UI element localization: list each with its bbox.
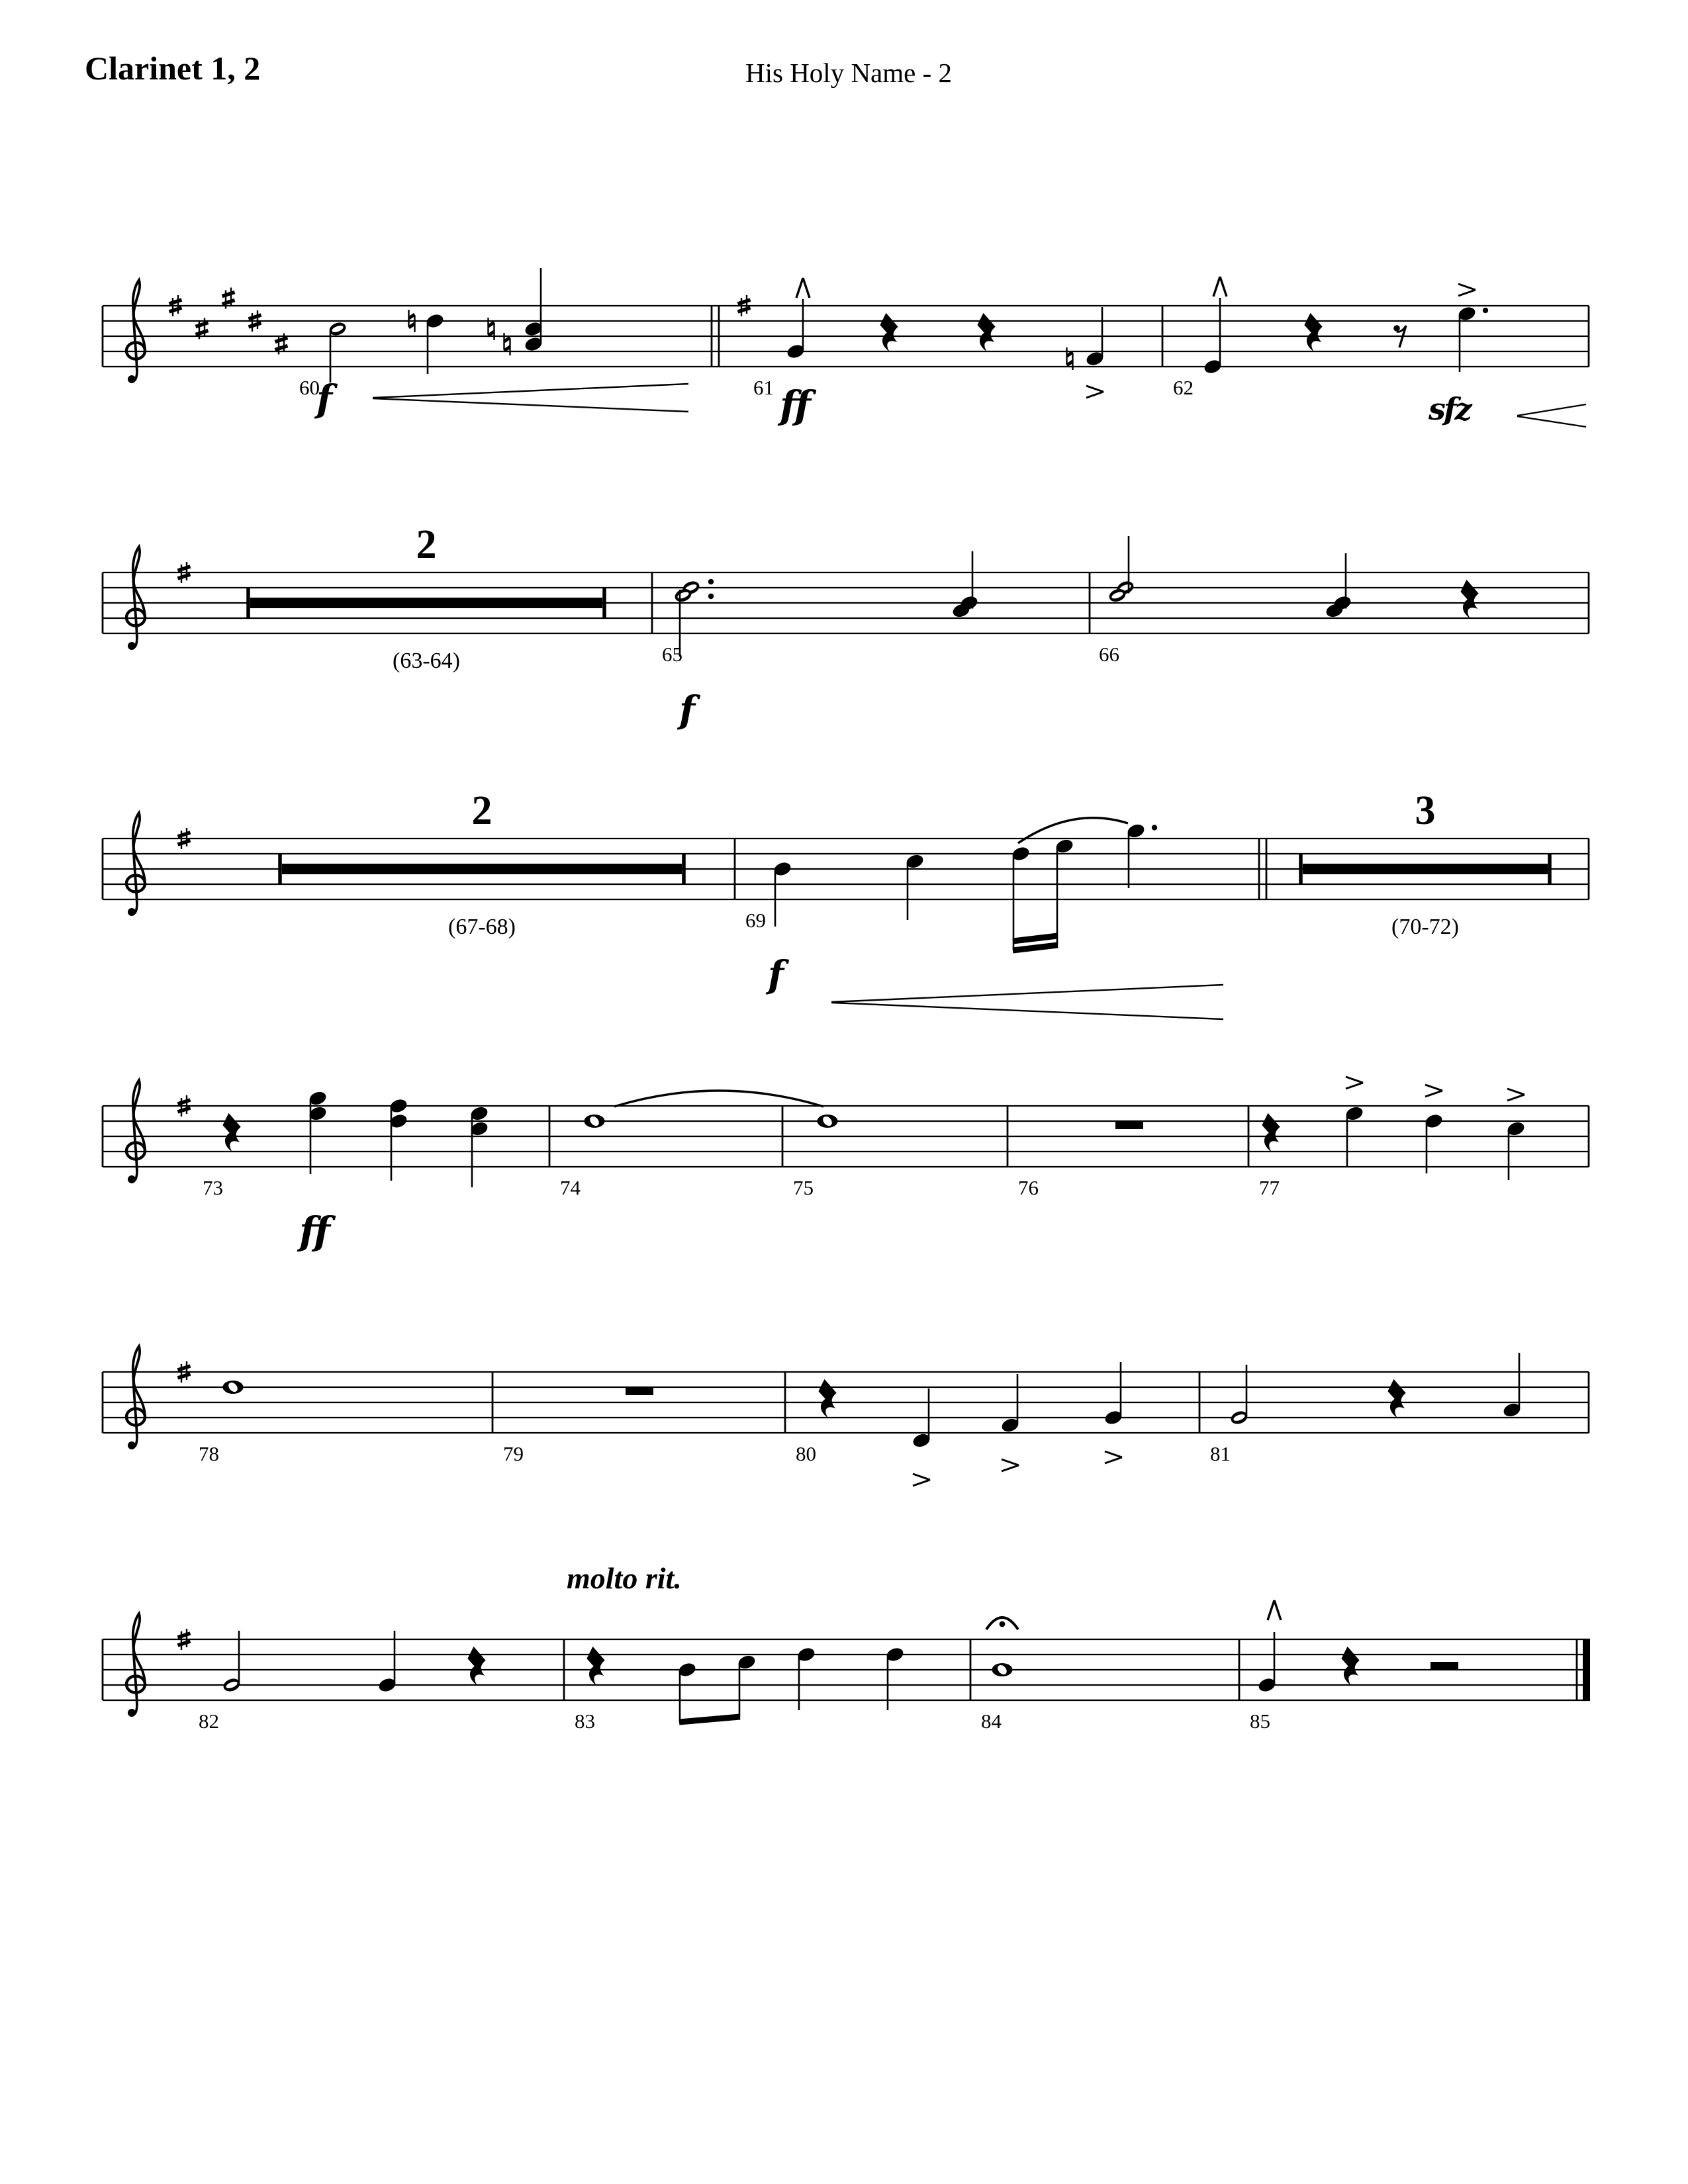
staff-system-3	[103, 788, 1589, 1019]
staff-system-2	[103, 522, 1589, 732]
measure-number	[199, 1442, 219, 1465]
note	[786, 278, 810, 360]
marcato-articulation	[1213, 277, 1227, 296]
whole-rest	[626, 1388, 653, 1395]
svg-text:74: 74	[560, 1176, 581, 1199]
measure-number	[1018, 1176, 1039, 1199]
quarter-rest	[467, 1647, 485, 1686]
svg-text:sfz: sfz	[1429, 391, 1470, 427]
note	[585, 1115, 605, 1128]
svg-text:78: 78	[199, 1442, 219, 1465]
tempo-marking	[567, 1561, 682, 1595]
measure-number	[753, 376, 774, 399]
note	[905, 853, 925, 920]
svg-text:82: 82	[199, 1709, 219, 1733]
quarter-rest	[1387, 1379, 1405, 1418]
accent-articulation	[1458, 284, 1476, 296]
treble-clef-icon	[126, 1346, 145, 1449]
measure-number	[796, 1442, 816, 1465]
marcato-articulation	[796, 278, 810, 298]
svg-text:(67-68): (67-68)	[448, 915, 516, 939]
svg-text:75: 75	[793, 1176, 814, 1199]
chord	[951, 551, 979, 619]
dynamic-marking	[1428, 391, 1473, 427]
quarter-rest	[1262, 1113, 1280, 1152]
svg-text:ff: ff	[780, 383, 809, 428]
whole-rest	[1115, 1122, 1143, 1129]
svg-text:ff: ff	[299, 1208, 328, 1253]
note	[1203, 277, 1227, 375]
measure-number	[203, 1176, 223, 1199]
dynamic-marking	[777, 383, 817, 428]
accent-articulation	[913, 1474, 930, 1486]
chord	[389, 1097, 408, 1181]
svg-text:f: f	[679, 688, 694, 732]
part-name: Clarinet 1, 2	[85, 50, 261, 87]
measure-number	[745, 909, 766, 932]
svg-text:f: f	[316, 377, 331, 421]
note	[818, 1115, 838, 1128]
note	[377, 1631, 397, 1694]
dynamic-marking	[677, 688, 701, 732]
accent-articulation	[1002, 1459, 1019, 1471]
multimeasure-rest	[248, 522, 604, 673]
beamed-group	[677, 1654, 757, 1722]
crescendo-hairpin	[1517, 404, 1586, 427]
accent-articulation	[1346, 1077, 1363, 1089]
svg-text:66: 66	[1099, 643, 1119, 666]
measure-number	[503, 1442, 524, 1465]
note	[223, 1381, 244, 1394]
svg-text:61: 61	[753, 376, 774, 399]
accent-articulation	[1507, 1089, 1524, 1101]
quarter-rest	[222, 1113, 240, 1152]
svg-text:69: 69	[745, 909, 766, 932]
chord	[1325, 553, 1352, 619]
note	[1126, 823, 1157, 888]
svg-text:60: 60	[299, 376, 320, 399]
svg-text:molto rit.: molto rit.	[567, 1561, 682, 1595]
svg-text:81: 81	[1210, 1442, 1231, 1465]
staff-system-6	[103, 1561, 1590, 1733]
quarter-rest	[1341, 1647, 1359, 1686]
svg-text:76: 76	[1018, 1176, 1039, 1199]
multimeasure-rest	[1301, 788, 1550, 939]
chord	[469, 1105, 489, 1187]
quarter-rest	[1304, 313, 1322, 352]
quarter-rest	[977, 313, 995, 352]
treble-clef-icon	[126, 813, 145, 916]
page-title: His Holy Name - 2	[745, 58, 953, 88]
note	[1103, 1362, 1123, 1463]
fermata	[986, 1617, 1018, 1629]
staff-system-5	[103, 1346, 1589, 1486]
svg-text:73: 73	[203, 1176, 223, 1199]
dynamic-marking	[314, 377, 338, 421]
svg-text:(63-64): (63-64)	[393, 649, 460, 673]
chord	[524, 268, 543, 353]
staff-system-4	[103, 1077, 1589, 1253]
svg-text:3: 3	[1415, 788, 1436, 833]
quarter-rest	[586, 1647, 604, 1686]
note	[222, 1631, 242, 1694]
measure-number	[199, 1709, 219, 1733]
dynamic-marking	[297, 1208, 336, 1253]
accent-articulation	[1105, 1451, 1122, 1463]
measure-number	[1259, 1176, 1280, 1199]
svg-text:f: f	[768, 953, 782, 997]
svg-text:(70-72): (70-72)	[1391, 915, 1459, 939]
note	[1257, 1600, 1281, 1694]
measure-number	[1250, 1709, 1270, 1733]
svg-text:2: 2	[416, 522, 437, 567]
svg-text:77: 77	[1259, 1176, 1280, 1199]
note	[986, 1617, 1018, 1676]
svg-text:83: 83	[575, 1709, 595, 1733]
svg-text:65: 65	[662, 643, 682, 666]
quarter-rest	[1460, 580, 1478, 619]
note	[1502, 1353, 1522, 1418]
chord	[1107, 536, 1135, 604]
quarter-rest	[880, 313, 898, 352]
slur-tie	[1018, 818, 1128, 843]
note	[1457, 284, 1488, 372]
svg-text:85: 85	[1250, 1709, 1270, 1733]
svg-text:2: 2	[471, 788, 492, 833]
accent-articulation	[1086, 386, 1103, 398]
marcato-articulation	[1268, 1600, 1281, 1620]
slur-tie	[614, 1091, 823, 1107]
note	[1229, 1365, 1249, 1426]
accent-articulation	[1425, 1085, 1442, 1097]
measure-number	[1099, 643, 1119, 666]
treble-clef-icon	[126, 280, 145, 383]
crescendo-hairpin	[831, 985, 1223, 1019]
multimeasure-rest	[280, 788, 684, 939]
measure-number	[793, 1176, 814, 1199]
measure-number	[575, 1709, 595, 1733]
note	[773, 860, 792, 927]
staff-system-1	[103, 268, 1589, 428]
note	[1000, 1374, 1020, 1471]
note	[425, 312, 445, 374]
svg-text:84: 84	[981, 1709, 1002, 1733]
measure-number	[1210, 1442, 1231, 1465]
note	[1424, 1085, 1444, 1173]
measure-number	[1173, 376, 1194, 399]
crescendo-hairpin	[373, 384, 688, 412]
half-rest	[1430, 1662, 1458, 1669]
measure-number	[981, 1709, 1002, 1733]
treble-clef-icon	[126, 1614, 145, 1717]
svg-text:80: 80	[796, 1442, 816, 1465]
svg-text:79: 79	[503, 1442, 524, 1465]
chord	[308, 1090, 328, 1174]
treble-clef-icon	[126, 1080, 145, 1183]
measure-number	[560, 1176, 581, 1199]
svg-text:62: 62	[1173, 376, 1194, 399]
quarter-rest	[818, 1379, 836, 1418]
dynamic-marking	[765, 953, 790, 997]
treble-clef-icon	[126, 547, 145, 650]
